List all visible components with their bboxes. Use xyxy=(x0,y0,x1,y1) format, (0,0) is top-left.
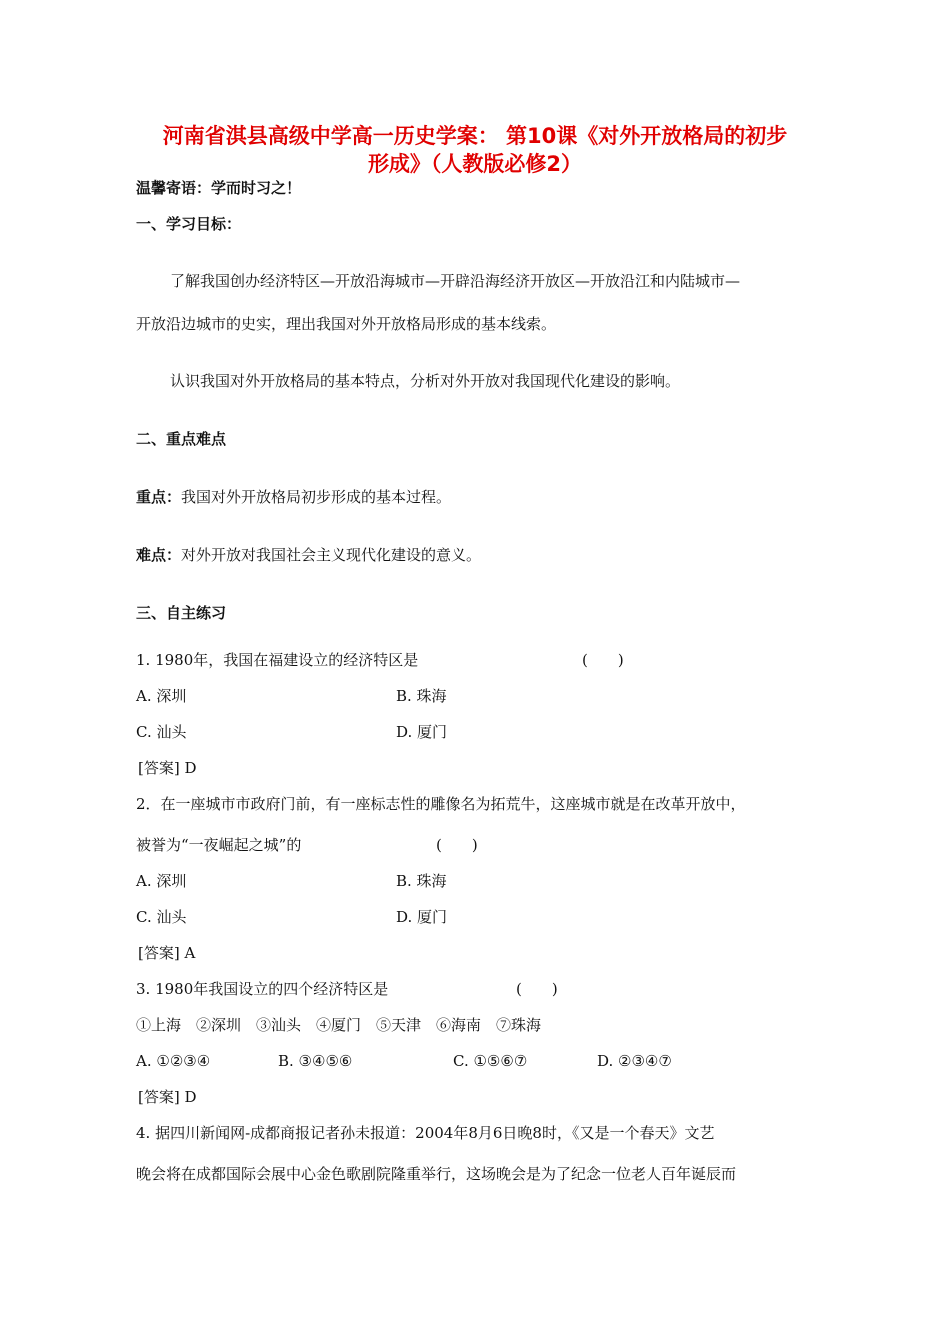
section-2-heading: 二、重点难点 xyxy=(136,430,227,448)
document-title-line-1: 河南省淇县高级中学高一历史学案： 第10课《对外开放格局的初步 xyxy=(162,124,788,148)
question-3-option-b: B. ③④⑤⑥ xyxy=(278,1052,353,1070)
question-3-answer: [答案] D xyxy=(138,1088,197,1106)
question-3-stem: 3. 1980年我国设立的四个经济特区是 xyxy=(136,980,389,998)
difficult-point-text: 对外开放对我国社会主义现代化建设的意义。 xyxy=(181,546,482,564)
question-1-stem: 1. 1980年，我国在福建设立的经济特区是 xyxy=(136,651,419,669)
difficult-point-label: 难点： xyxy=(136,546,182,564)
question-3-answer-blank: ( ) xyxy=(516,980,558,998)
document-title-line-2: 形成》（人教版必修2） xyxy=(367,152,583,176)
section-1-heading: 一、学习目标： xyxy=(136,215,242,233)
key-point-text: 我国对外开放格局初步形成的基本过程。 xyxy=(181,488,452,506)
question-4-stem-line-1: 4. 据四川新闻网-成都商报记者孙未报道：2004年8月6日晚8时，《又是一个春天》文艺 xyxy=(136,1124,715,1142)
objective-2: 认识我国对外开放格局的基本特点，分析对外开放对我国现代化建设的影响。 xyxy=(170,372,681,390)
question-1-option-d: D. 厦门 xyxy=(396,723,448,741)
motto: 温馨寄语：学而时习之！ xyxy=(136,179,302,197)
question-1-option-b: B. 珠海 xyxy=(396,687,447,705)
question-1-option-a: A. 深圳 xyxy=(136,687,187,705)
question-1-option-c: C. 汕头 xyxy=(136,723,187,741)
question-1-answer: [答案] D xyxy=(138,759,197,777)
key-point xyxy=(136,486,451,508)
objective-1-line-1: 了解我国创办经济特区—开放沿海城市—开辟沿海经济开放区—开放沿江和内陆城市— xyxy=(170,272,741,290)
question-3-option-d: D. ②③④⑦ xyxy=(597,1052,672,1070)
question-3-option-c: C. ①⑤⑥⑦ xyxy=(453,1052,528,1070)
question-2-answer: [答案] A xyxy=(138,944,196,962)
question-2-option-a: A. 深圳 xyxy=(136,872,187,890)
section-3-heading: 三、自主练习 xyxy=(136,604,227,622)
question-3-items: ①上海 ②深圳 ③汕头 ④厦门 ⑤天津 ⑥海南 ⑦珠海 xyxy=(136,1016,542,1034)
objective-1-line-2: 开放沿边城市的史实，理出我国对外开放格局形成的基本线索。 xyxy=(136,315,557,333)
question-2-option-b: B. 珠海 xyxy=(396,872,447,890)
question-2-stem-line-1: 2．在一座城市市政府门前，有一座标志性的雕像名为拓荒牛，这座城市就是在改革开放中， xyxy=(136,795,746,813)
question-3-option-a: A. ①②③④ xyxy=(136,1052,211,1070)
question-2-stem-line-2: 被誉为“一夜崛起之城”的 xyxy=(136,836,302,854)
difficult-point xyxy=(136,544,481,566)
question-1-answer-blank: ( ) xyxy=(582,651,624,669)
question-2-answer-blank: ( ) xyxy=(436,836,478,854)
question-2-option-c: C. 汕头 xyxy=(136,908,187,926)
question-4-stem-line-2: 晚会将在成都国际会展中心金色歌剧院隆重举行，这场晚会是为了纪念一位老人百年诞辰而 xyxy=(136,1165,737,1183)
question-2-option-d: D. 厦门 xyxy=(396,908,448,926)
key-point-label: 重点： xyxy=(136,488,182,506)
